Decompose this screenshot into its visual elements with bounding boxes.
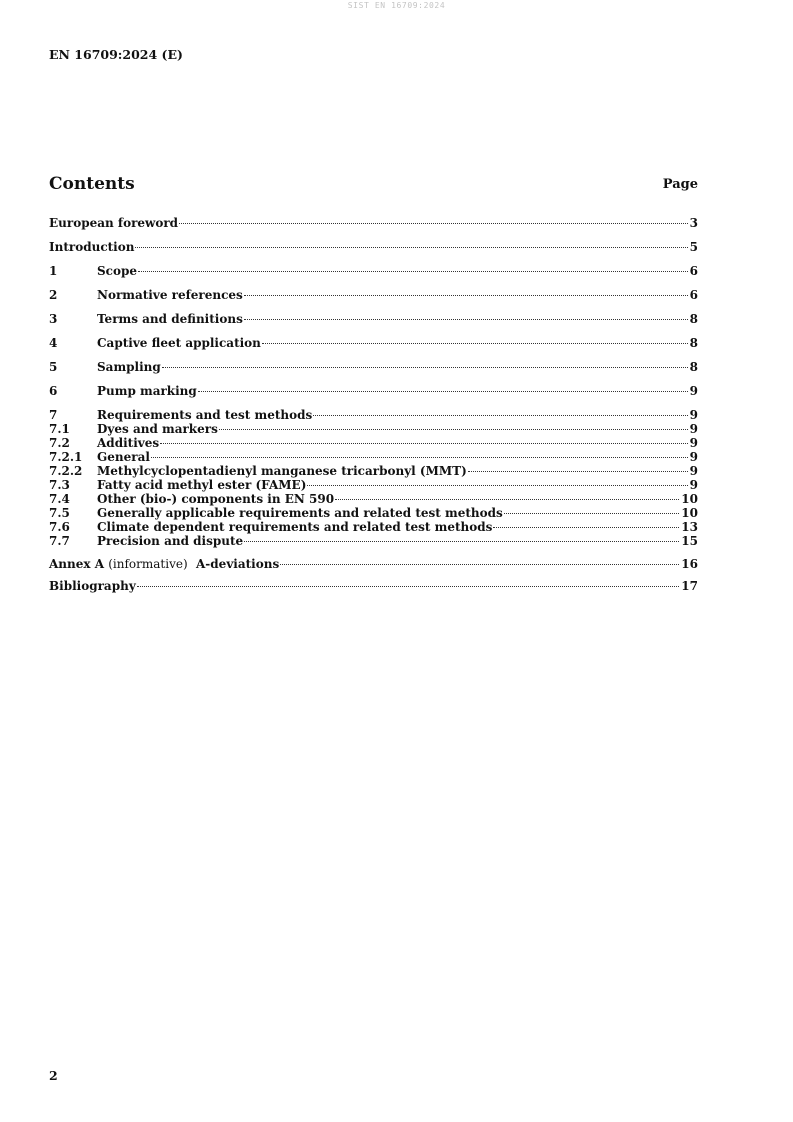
toc-entry-additives[interactable] — [49, 436, 698, 450]
toc-entry-captive-fleet-application[interactable] — [49, 336, 698, 350]
toc-entry-number: 5 — [49, 360, 58, 374]
page-column-heading: Page — [662, 177, 698, 192]
toc-entry-number: 6 — [49, 384, 58, 398]
watermark: SIST EN 16709:2024 — [347, 1, 446, 10]
dot-leader — [504, 513, 680, 514]
toc-entry-annex-a[interactable] — [49, 557, 698, 571]
toc-entry-annex-label: Annex A — [49, 557, 105, 571]
dot-leader — [335, 499, 679, 500]
toc-entry-page: 10 — [681, 492, 698, 506]
dot-leader — [493, 527, 679, 528]
toc-entry-title: Fatty acid methyl ester (FAME) — [97, 478, 307, 492]
toc-entry-page: 6 — [689, 288, 698, 302]
toc-entry-title: General — [97, 450, 150, 464]
toc-entry-title: European foreword — [49, 216, 179, 230]
toc-entry-title: Requirements and test methods — [97, 408, 313, 422]
dot-leader — [179, 223, 688, 224]
dot-leader — [137, 586, 680, 587]
toc-entry-number: 2 — [49, 288, 58, 302]
dot-leader — [162, 367, 688, 368]
toc-entry-page: 16 — [681, 557, 698, 571]
toc-entry-number: 7.2 — [49, 436, 70, 450]
dot-leader — [307, 485, 687, 486]
toc-entry-page: 15 — [681, 534, 698, 548]
toc-entry-title: Dyes and markers — [97, 422, 218, 436]
toc-entry-page: 8 — [689, 360, 698, 374]
toc-entry-title: Climate dependent requirements and related test methods — [97, 520, 493, 534]
dot-leader — [135, 247, 687, 248]
dot-leader — [244, 295, 688, 296]
document-id: EN 16709:2024 (E) — [49, 47, 183, 62]
toc-entry-title: Captive fleet application — [97, 336, 261, 350]
toc-entry-dyes-and-markers[interactable] — [49, 422, 698, 436]
toc-entry-page: 13 — [681, 520, 698, 534]
toc-entry-page: 9 — [689, 408, 698, 422]
dot-leader — [160, 443, 688, 444]
toc-entry-page: 9 — [689, 436, 698, 450]
dot-leader — [151, 457, 688, 458]
toc-entry-page: 9 — [689, 384, 698, 398]
toc-entry-title: Methylcyclopentadienyl manganese tricarbonyl (MMT) — [97, 464, 467, 478]
toc-entry-page: 6 — [689, 264, 698, 278]
toc-entry-title: Generally applicable requirements and related test methods — [97, 506, 503, 520]
toc-entry-number: 1 — [49, 264, 58, 278]
toc-entry-number: 7 — [49, 408, 58, 422]
table-of-contents — [49, 216, 698, 593]
toc-entry-page: 3 — [689, 216, 698, 230]
toc-entry-page: 9 — [689, 450, 698, 464]
toc-entry-title: A-deviations — [196, 557, 280, 571]
toc-entry-fame[interactable] — [49, 478, 698, 492]
toc-entry-pump-marking[interactable] — [49, 384, 698, 398]
toc-entry-number: 7.7 — [49, 534, 70, 548]
toc-entry-title: Pump marking — [97, 384, 197, 398]
toc-entry-european-foreword[interactable] — [49, 216, 698, 230]
dot-leader — [244, 319, 688, 320]
toc-entry-climate-dependent-requirements[interactable] — [49, 520, 698, 534]
toc-entry-generally-applicable-requirements[interactable] — [49, 506, 698, 520]
toc-entry-page: 9 — [689, 464, 698, 478]
toc-entry-number: 7.2.2 — [49, 464, 83, 478]
dot-leader — [219, 429, 688, 430]
toc-entry-number: 4 — [49, 336, 58, 350]
toc-entry-other-bio-components[interactable] — [49, 492, 698, 506]
toc-entry-sampling[interactable] — [49, 360, 698, 374]
toc-entry-title: Precision and dispute — [97, 534, 244, 548]
dot-leader — [244, 541, 679, 542]
toc-entry-requirements-and-test-methods[interactable] — [49, 408, 698, 422]
toc-entry-page: 5 — [689, 240, 698, 254]
dot-leader — [262, 343, 688, 344]
toc-entry-annex-note: (informative) — [108, 557, 188, 571]
toc-entry-page: 17 — [681, 579, 698, 593]
toc-entry-number: 7.3 — [49, 478, 70, 492]
contents-title: Contents — [49, 174, 135, 194]
toc-entry-title: Normative references — [97, 288, 243, 302]
toc-entry-title: Terms and definitions — [97, 312, 243, 326]
toc-entry-bibliography[interactable] — [49, 579, 698, 593]
toc-entry-number: 7.4 — [49, 492, 70, 506]
toc-entry-title: Introduction — [49, 240, 135, 254]
toc-entry-page: 8 — [689, 312, 698, 326]
toc-entry-normative-references[interactable] — [49, 288, 698, 302]
dot-leader — [468, 471, 688, 472]
dot-leader — [280, 564, 679, 565]
toc-entry-precision-and-dispute[interactable] — [49, 534, 698, 548]
toc-entry-scope[interactable] — [49, 264, 698, 278]
toc-entry-number: 7.2.1 — [49, 450, 83, 464]
toc-entry-title: Bibliography — [49, 579, 136, 593]
toc-entry-page: 9 — [689, 478, 698, 492]
toc-entry-general[interactable] — [49, 450, 698, 464]
toc-entry-title: Additives — [97, 436, 160, 450]
toc-entry-title: Other (bio-) components in EN 590 — [97, 492, 335, 506]
toc-entry-number: 7.5 — [49, 506, 70, 520]
dot-leader — [313, 415, 687, 416]
toc-entry-number: 7.6 — [49, 520, 70, 534]
toc-entry-page: 9 — [689, 422, 698, 436]
toc-entry-mmt[interactable] — [49, 464, 698, 478]
toc-entry-title: Scope — [97, 264, 138, 278]
dot-leader — [198, 391, 688, 392]
toc-entry-introduction[interactable] — [49, 240, 698, 254]
toc-entry-terms-and-definitions[interactable] — [49, 312, 698, 326]
toc-entry-number: 3 — [49, 312, 58, 326]
dot-leader — [138, 271, 688, 272]
page-number: 2 — [49, 1068, 58, 1083]
toc-entry-page: 10 — [681, 506, 698, 520]
toc-entry-page: 8 — [689, 336, 698, 350]
toc-entry-title: Sampling — [97, 360, 161, 374]
toc-entry-number: 7.1 — [49, 422, 70, 436]
